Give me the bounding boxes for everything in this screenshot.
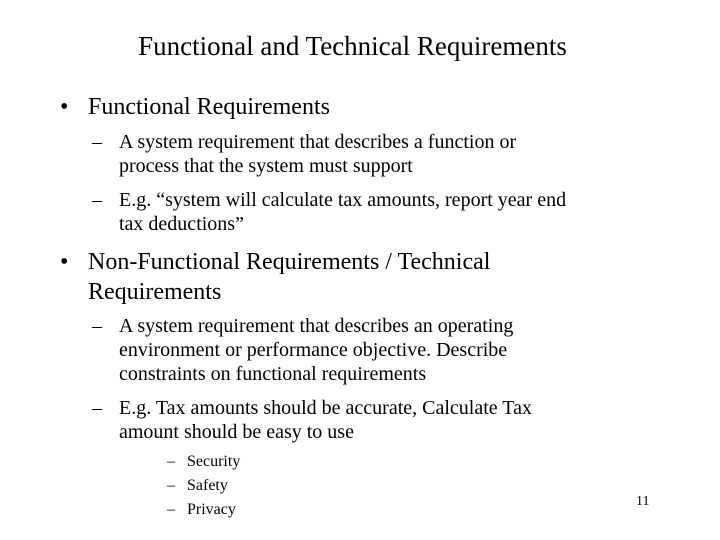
dash-marker: – (92, 131, 102, 153)
dash-marker: – (167, 501, 175, 518)
section-heading-functional: Functional Requirements (88, 94, 330, 120)
item-line: A system requirement that describes a function or (119, 131, 517, 153)
item-line: environment or performance objective. Describe (119, 339, 508, 361)
item-line: A system requirement that describes an operating (119, 315, 514, 337)
dash-marker: – (167, 453, 175, 470)
bullet-marker: • (60, 249, 69, 275)
dash-marker: – (92, 315, 102, 337)
page-number: 11 (636, 494, 650, 509)
item-line: tax deductions” (119, 213, 244, 235)
item-line: process that the system must support (119, 155, 413, 177)
item-line: E.g. “system will calculate tax amounts, report year end (119, 189, 567, 211)
dash-marker: – (167, 477, 175, 494)
subitem-security: Security (187, 453, 241, 470)
dash-marker: – (92, 397, 102, 419)
section-heading-nonfunctional: Requirements (88, 279, 222, 305)
dash-marker: – (92, 189, 102, 211)
subitem-privacy: Privacy (187, 501, 236, 518)
subitem-safety: Safety (187, 477, 228, 494)
item-line: E.g. Tax amounts should be accurate, Calculate Tax (119, 397, 532, 419)
bullet-marker: • (60, 94, 69, 120)
item-line: constraints on functional requirements (119, 363, 427, 385)
item-line: amount should be easy to use (119, 421, 354, 443)
section-heading-nonfunctional: Non-Functional Requirements / Technical (88, 249, 491, 275)
slide-title: Functional and Technical Requirements (138, 31, 567, 61)
